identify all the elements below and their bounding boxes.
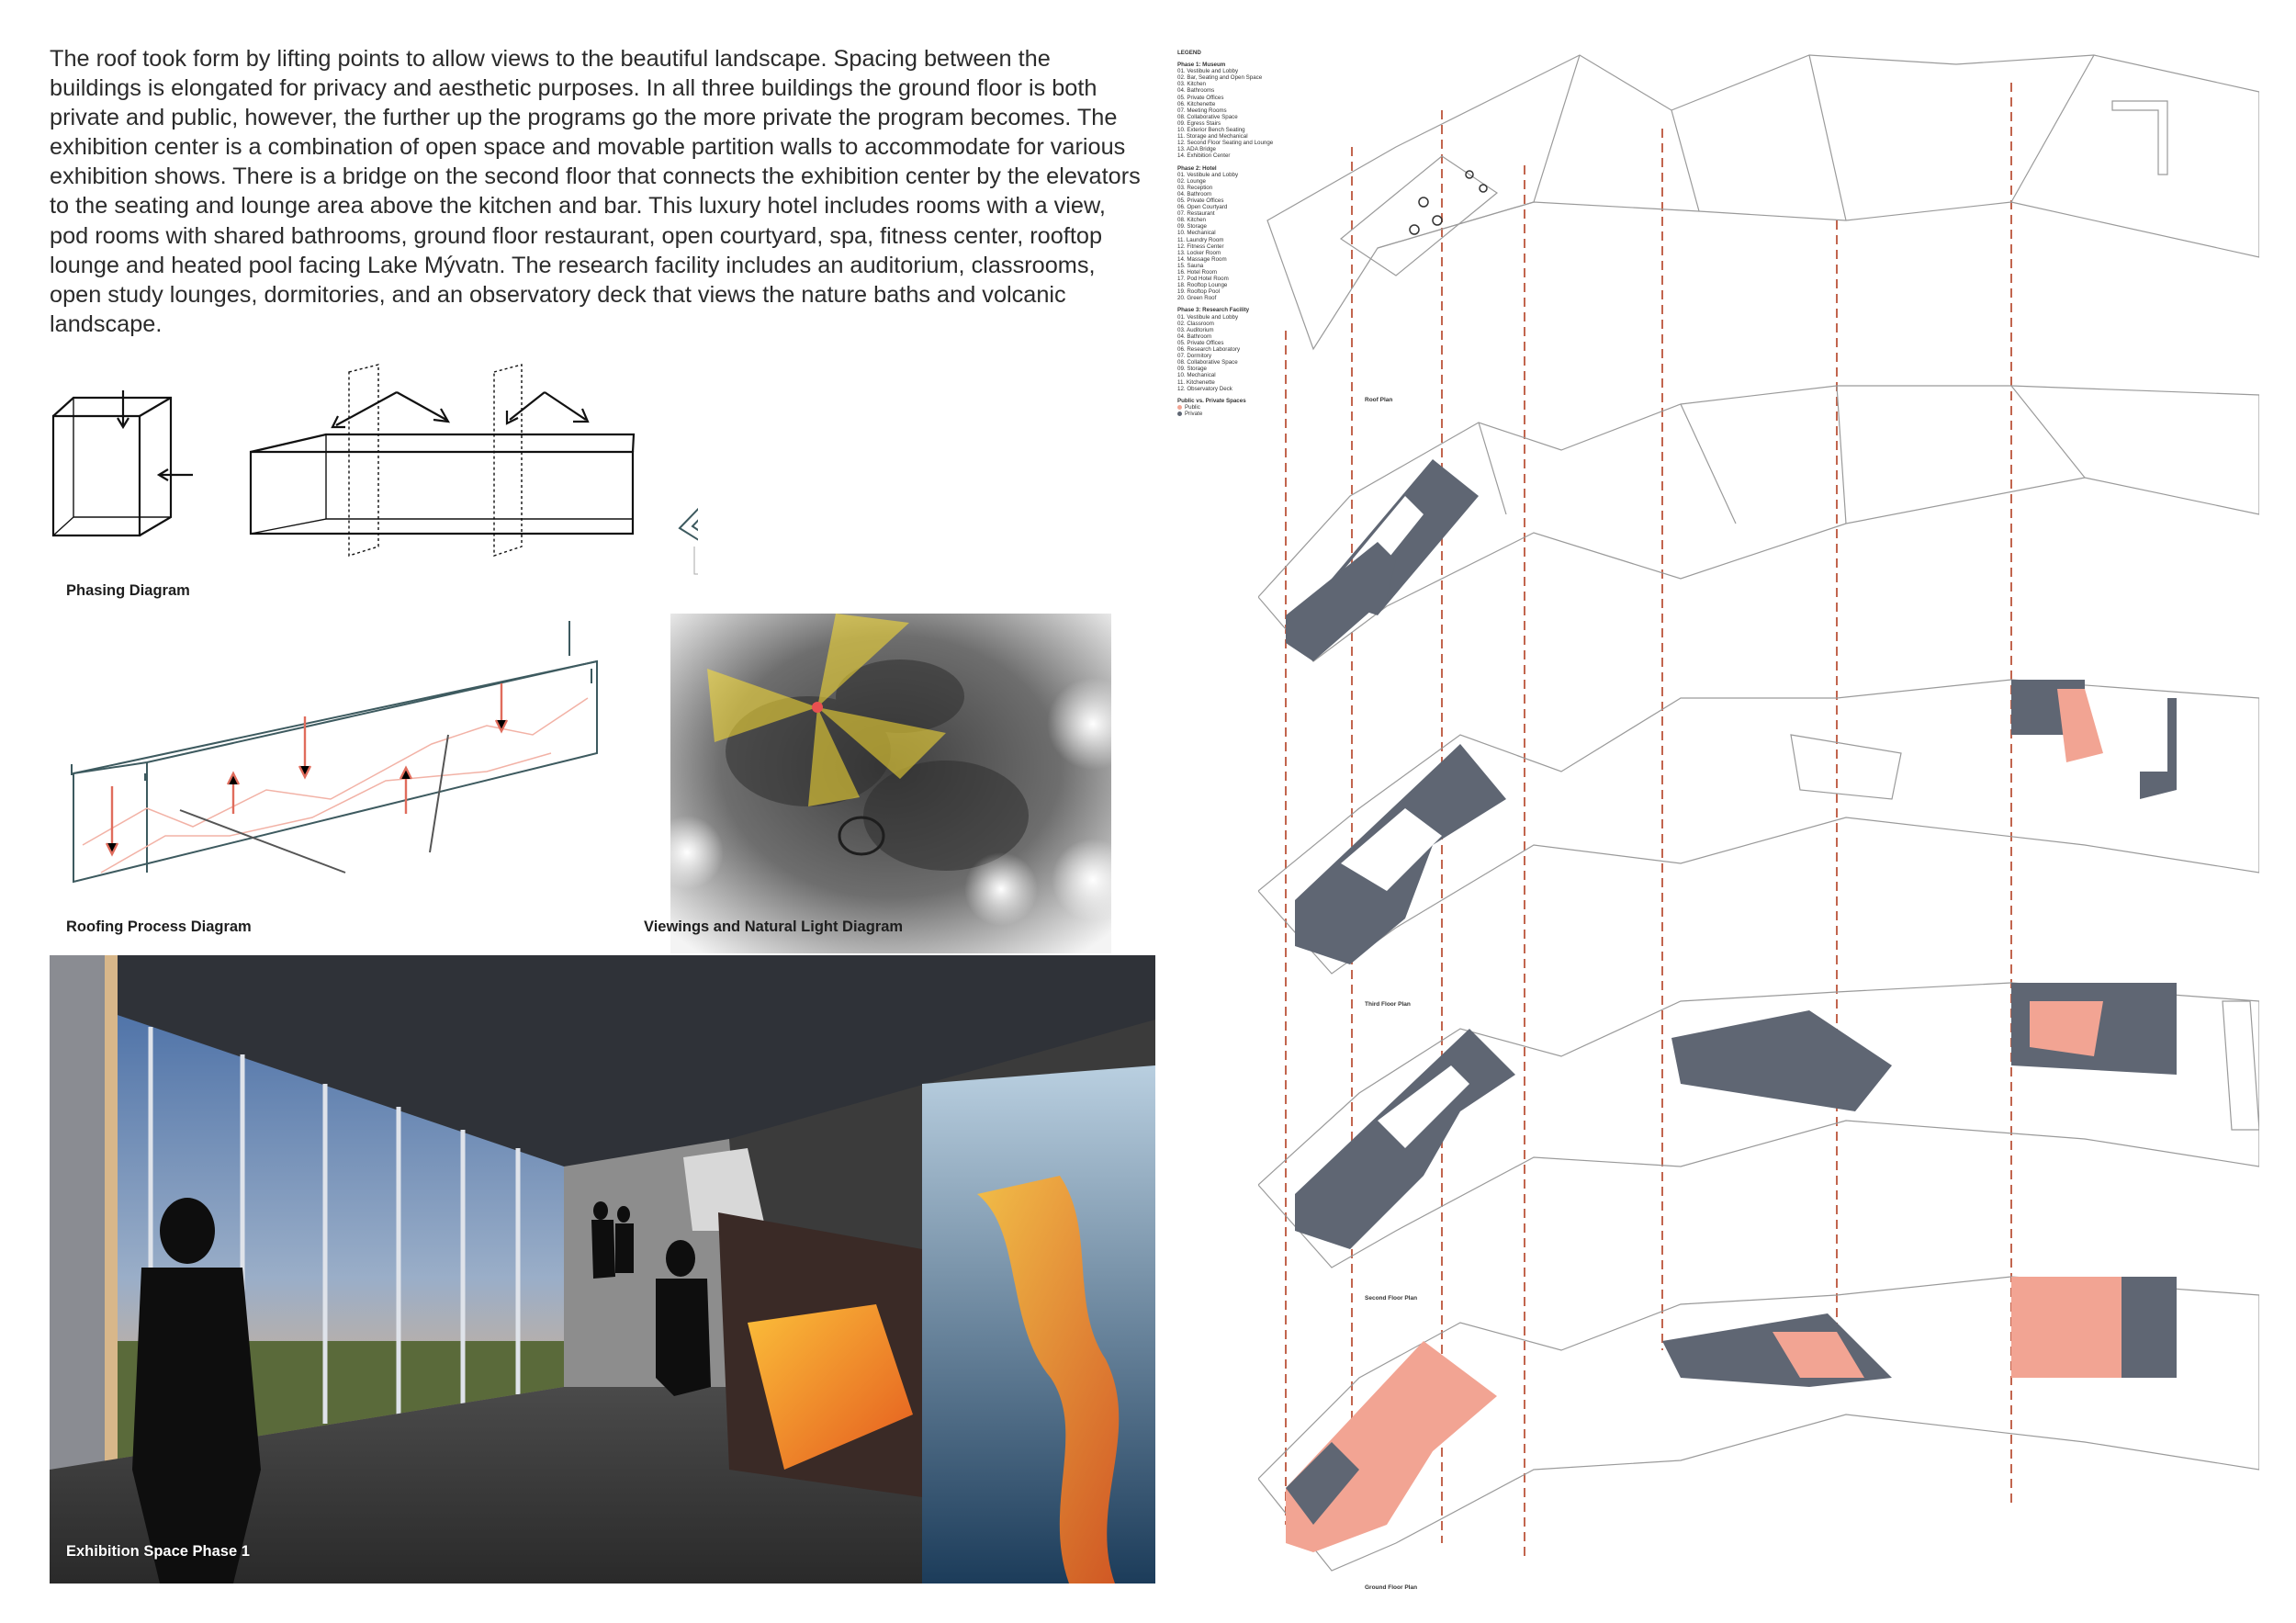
legend-item: 05. Private Offices — [1177, 197, 1224, 204]
phasing-cube — [53, 398, 171, 535]
legend-phase-2: Phase 2: Hotel 01. Vestibule and Lobby 02. Lounge 03. Reception 04. Bathroom 05. Private Offices 06. Open Courtyard 07. Restaurant 08. Kitchen 09. Storage 10. Mechanical 11. Laundry Room 12. Fitness Center 13. Locker Room 14. Massage Room 15. Sauna 16. Hotel Room 17. Pod Hotel Room 18. Rooftop Lounge 19. Rooftop Pool 20. Green Roof — [1177, 165, 1324, 302]
legend-item: 04. Bathroom — [1177, 190, 1212, 197]
legend-title: LEGEND — [1177, 50, 1201, 56]
ground-floor-plan-label: Ground Floor Plan — [1365, 1584, 1418, 1591]
lift-arrows-2 — [507, 392, 588, 423]
legend-item: 14. Exhibition Center — [1177, 152, 1231, 160]
legend-item: 01. Vestibule and Lobby — [1177, 68, 1239, 75]
legend-item: 09. Storage — [1177, 223, 1207, 231]
legend-item: 10. Mechanical — [1177, 372, 1216, 379]
legend-item: 18. Rooftop Lounge — [1177, 282, 1228, 289]
legend-item: 05. Private Offices — [1177, 94, 1224, 101]
legend-item: 06. Open Courtyard — [1177, 204, 1228, 211]
legend-item: 11. Laundry Room — [1177, 236, 1224, 243]
upper-floor-plan — [1258, 386, 2259, 661]
legend-item: 07. Dormitory — [1177, 353, 1212, 360]
legend-item: 04. Bathrooms — [1177, 87, 1215, 95]
legend-item: 20. Green Roof — [1177, 295, 1217, 302]
legend-item: 03. Auditorium — [1177, 326, 1214, 333]
research-ground-private — [2122, 1277, 2177, 1378]
roofing-diagram-caption: Roofing Process Diagram — [66, 919, 252, 935]
research-second-public — [2030, 1001, 2103, 1056]
legend-item: 13. ADA Bridge — [1177, 146, 1216, 153]
legend-phase-1: Phase 1: Museum 01. Vestibule and Lobby 02. Bar, Seating and Open Space 03. Kitchen 04. Bathrooms 05. Private Offices 06. Kitchenette 07. Meeting Rooms 08. Collaborative Space 09. Egress Stairs 10. Exterior Bench Seating 11. Storage and Mechanical 12. Second Floor Seating and Lounge 13. ADA Bridge 14. Exhibition Center — [1177, 62, 1324, 159]
exploded-floor-plans — [1258, 37, 2259, 1598]
legend-key-title: Public vs. Private Spaces — [1177, 397, 1246, 404]
legend-item: 12. Observatory Deck — [1177, 385, 1232, 392]
legend-item: 11. Storage and Mechanical — [1177, 133, 1248, 141]
second-floor-plan-label: Second Floor Plan — [1365, 1295, 1418, 1302]
viewings-diagram-caption: Viewings and Natural Light Diagram — [644, 919, 904, 935]
building-left — [680, 469, 698, 547]
roof-plan-label: Roof Plan — [1365, 397, 1393, 403]
legend-item: 16. Hotel Room — [1177, 269, 1217, 276]
building-location-marker — [812, 702, 823, 713]
exhibition-render — [50, 955, 1155, 1584]
legend-item: 07. Meeting Rooms — [1177, 107, 1227, 114]
legend-item: 11. Kitchenette — [1177, 378, 1215, 386]
legend-item: 08. Collaborative Space — [1177, 359, 1238, 366]
legend-item: 09. Egress Stairs — [1177, 119, 1221, 127]
museum-ground-public — [1286, 1341, 1497, 1552]
legend-item: 01. Vestibule and Lobby — [1177, 313, 1239, 321]
roof-ridge-lines — [83, 698, 588, 873]
cut-plane-1 — [349, 365, 378, 556]
legend-item: 04. Bathroom — [1177, 332, 1212, 340]
third-floor-plan-label: Third Floor Plan — [1365, 1001, 1411, 1008]
legend-item: 17. Pod Hotel Room — [1177, 276, 1229, 283]
legend-item: 09. Storage — [1177, 366, 1207, 373]
phasing-bar — [251, 434, 634, 534]
public-swatch-icon — [1177, 405, 1182, 410]
roof-plan — [1267, 55, 2259, 349]
legend-key-private: Private — [1177, 411, 1324, 417]
legend-item: 19. Rooftop Pool — [1177, 288, 1221, 296]
legend-item: 02. Classroom — [1177, 320, 1214, 327]
cut-plane-2 — [494, 365, 522, 556]
legend-item: 05. Private Offices — [1177, 339, 1224, 346]
research-third-stair — [2140, 698, 2177, 799]
lift-arrows-1 — [332, 392, 448, 427]
legend-item: 10. Mechanical — [1177, 230, 1216, 237]
legend-item: 08. Kitchen — [1177, 217, 1206, 224]
legend-item: 10. Exterior Bench Seating — [1177, 127, 1245, 134]
phasing-diagram — [37, 363, 698, 592]
legend-item: 12. Fitness Center — [1177, 242, 1224, 250]
legend-item: 07. Restaurant — [1177, 210, 1215, 218]
research-third-public — [2057, 689, 2103, 762]
legend-item: 14. Massage Room — [1177, 255, 1227, 263]
private-swatch-icon — [1177, 411, 1182, 416]
viewings-light-diagram — [670, 614, 1111, 953]
legend-item: 03. Kitchen — [1177, 81, 1206, 88]
legend-item: 13. Locker Room — [1177, 249, 1221, 256]
exhibition-caption: Exhibition Space Phase 1 — [66, 1543, 250, 1560]
hotel-second-private — [1671, 1010, 1892, 1111]
view-arrows — [180, 726, 487, 873]
roofing-process-diagram — [55, 606, 615, 909]
legend-phase-3: Phase 3: Research Facility 01. Vestibule and Lobby 02. Classroom 03. Auditorium 04. Bathroom 05. Private Offices 06. Research Laboratory 07. Dormitory 08. Collaborative Space 09. Storage 10. Mechanical 11. Kitchenette 12. Observatory Deck — [1177, 307, 1324, 391]
legend-item: 06. Research Laboratory — [1177, 346, 1241, 354]
down-arrow-icon — [118, 390, 129, 427]
legend-item: 08. Collaborative Space — [1177, 113, 1238, 120]
legend-item: 03. Reception — [1177, 184, 1213, 191]
legend-item: 02. Bar, Seating and Open Space — [1177, 74, 1263, 82]
legend-key-public: Public — [1177, 404, 1324, 411]
legend-item: 12. Second Floor Seating and Lounge — [1177, 140, 1274, 147]
roof-details — [1410, 171, 1487, 234]
legend-item: 01. Vestibule and Lobby — [1177, 171, 1239, 178]
lift-point-arrows — [107, 683, 507, 854]
legend-item: 02. Lounge — [1177, 177, 1206, 185]
left-arrow-icon — [159, 469, 193, 480]
legend-item: 15. Sauna — [1177, 262, 1204, 269]
description-text: The roof took form by lifting points to allow views to the beautiful landscape. Spacing between the buildings is elongated for privacy and aesthetic purposes. In all three buildings the ground floor is both private and public, however, the further up the programs go the more private the program becomes. The exhibition center is a combination of open space and movable partition walls to accommodate for various exhibition shows. There is a bridge on the second floor that connects the exhibition center by the elevators to the seating and lounge area above the kitchen and bar. This luxury hotel includes rooms with a view, pod rooms with shared bathrooms, ground floor restaurant, open courtyard, spa, fitness center, rooftop lounge and heated pool facing Lake Mývatn. The research facility includes an auditorium, classrooms, open study lounges, dormitories, and an observatory deck that views the nature baths and volcanic landscape. — [50, 46, 1141, 337]
phasing-diagram-caption: Phasing Diagram — [66, 582, 190, 599]
upper-block-private — [1286, 542, 1396, 661]
legend-item: 06. Kitchenette — [1177, 100, 1216, 107]
